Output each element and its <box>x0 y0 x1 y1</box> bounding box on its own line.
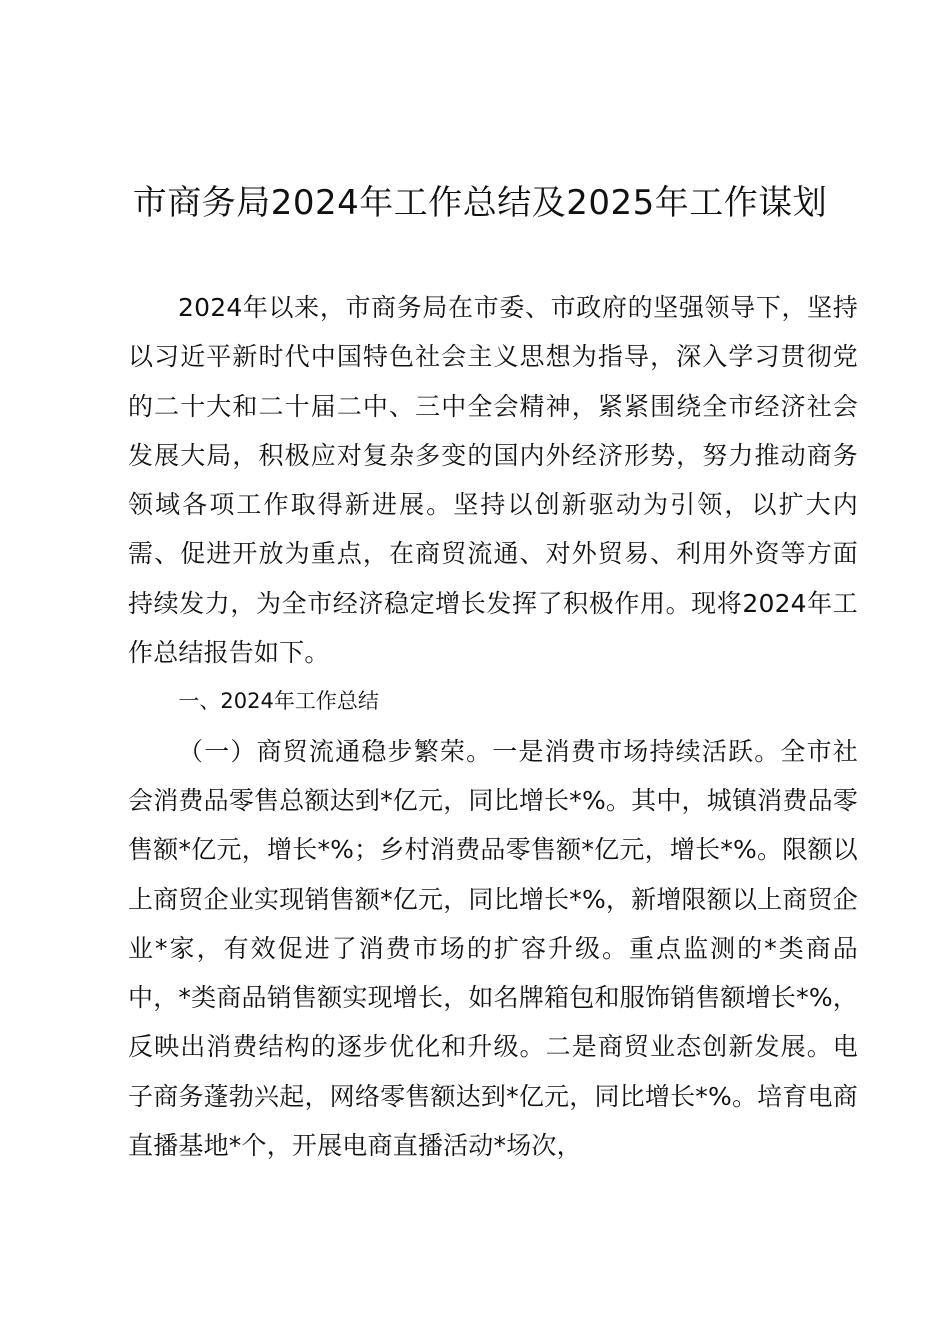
intro-paragraph: 2024年以来，市商务局在市委、市政府的坚强领导下，坚持以习近平新时代中国特色社会主义思想为指导，深入学习贯彻党的二十大和二十届二中、三中全会精神，紧紧围绕全市经济社会发展大局，积极应对复杂多变的国内外经济形势，努力推动商务领域各项工作取得新进展。坚持以创新驱动为引领，以扩大内需、促进开放为重点，在商贸流通、对外贸易、利用外资等方面持续发力，为全市经济稳定增长发挥了积极作用。现将2024年工作总结报告如下。 <box>128 293 858 668</box>
section-heading: 一、2024年工作总结 <box>178 689 379 714</box>
section-paragraph: （一）商贸流通稳步繁荣。一是消费市场持续活跃。全市社会消费品零售总额达到*亿元，同比增长*%。其中，城镇消费品零售额*亿元，增长*%；乡村消费品零售额*亿元，增长*%。限额以上商贸企业实现销售额*亿元，同比增长*%，新增限额以上商贸企业*家，有效促进了消费市场的扩容升级。重点监测的*类商品中，*类商品销售额实现增长，如名牌箱包和服饰销售额增长*%，反映出消费结构的逐步优化和升级。二是商贸业态创新发展。电子商务蓬勃兴起，网络零售额达到*亿元，同比增长*%。培育电商直播基地*个，开展电商直播活动*场次， <box>128 736 858 1161</box>
document-title: 市商务局2024年工作总结及2025年工作谋划 <box>132 183 828 223</box>
document-body <box>128 283 858 1170</box>
